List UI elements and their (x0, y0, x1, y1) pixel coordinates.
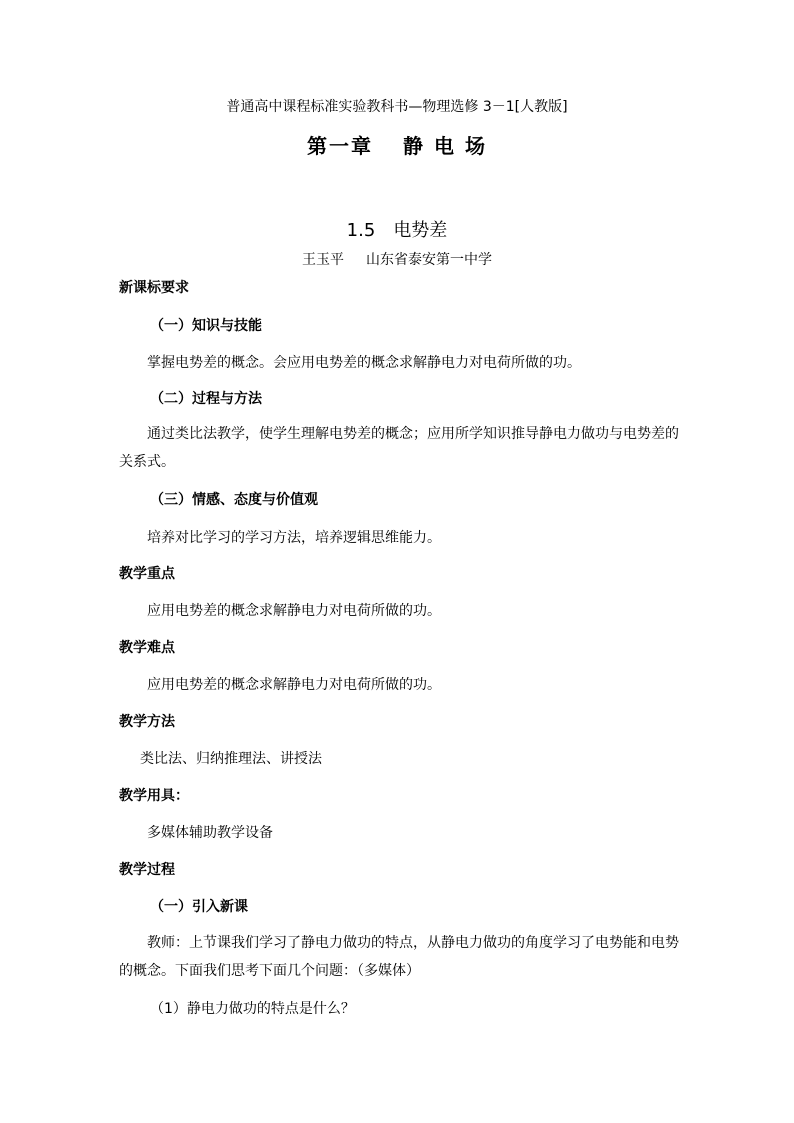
process-method-text: 通过类比法教学，使学生理解电势差的概念；应用所学知识推导静电力做功与电势差的关系式。 (119, 426, 679, 470)
chapter-number: 第一章 (307, 134, 374, 158)
attitude-heading: （三）情感、态度与价值观 (150, 492, 318, 508)
chapter-title (0, 130, 794, 159)
intro-heading: （一）引入新课 (150, 899, 248, 915)
key-point-text: 应用电势差的概念求解静电力对电荷所做的功。 (147, 603, 441, 619)
section-number: 1.5 (346, 220, 376, 241)
author-school: 山东省泰安第一中学 (366, 252, 492, 268)
tools-heading: 教学用具： (119, 788, 189, 804)
standards-heading: 新课标要求 (119, 280, 189, 296)
intro-text: 教师：上节课我们学习了静电力做功的特点，从静电力做功的角度学习了电势能和电势的概念。下面我们思考下面几个问题：（多媒体） (119, 935, 679, 979)
key-point-heading: 教学重点 (119, 566, 175, 582)
knowledge-text: 掌握电势差的概念。会应用电势差的概念求解静电力对电荷所做的功。 (147, 355, 581, 371)
textbook-series-line: 普通高中课程标准实验教科书—物理选修 3－1[人教版] (226, 99, 568, 115)
process-method-heading: （二）过程与方法 (150, 391, 262, 407)
method-heading: 教学方法 (119, 714, 175, 730)
section-title (0, 216, 794, 242)
author-line (0, 249, 794, 269)
tools-text: 多媒体辅助教学设备 (147, 825, 273, 841)
difficulty-heading: 教学难点 (119, 640, 175, 656)
author-name: 王玉平 (302, 252, 344, 268)
chapter-name: 静 电 场 (403, 134, 487, 158)
attitude-text: 培养对比学习的学习方法，培养逻辑思维能力。 (147, 530, 441, 546)
teaching-process-heading: 教学过程 (119, 862, 175, 878)
section-name: 电势差 (393, 220, 448, 241)
question-1: （1）静电力做功的特点是什么？ (150, 1001, 355, 1017)
knowledge-heading: （一）知识与技能 (150, 318, 262, 334)
method-text: 类比法、归纳推理法、讲授法 (140, 751, 322, 767)
difficulty-text: 应用电势差的概念求解静电力对电荷所做的功。 (147, 677, 441, 693)
